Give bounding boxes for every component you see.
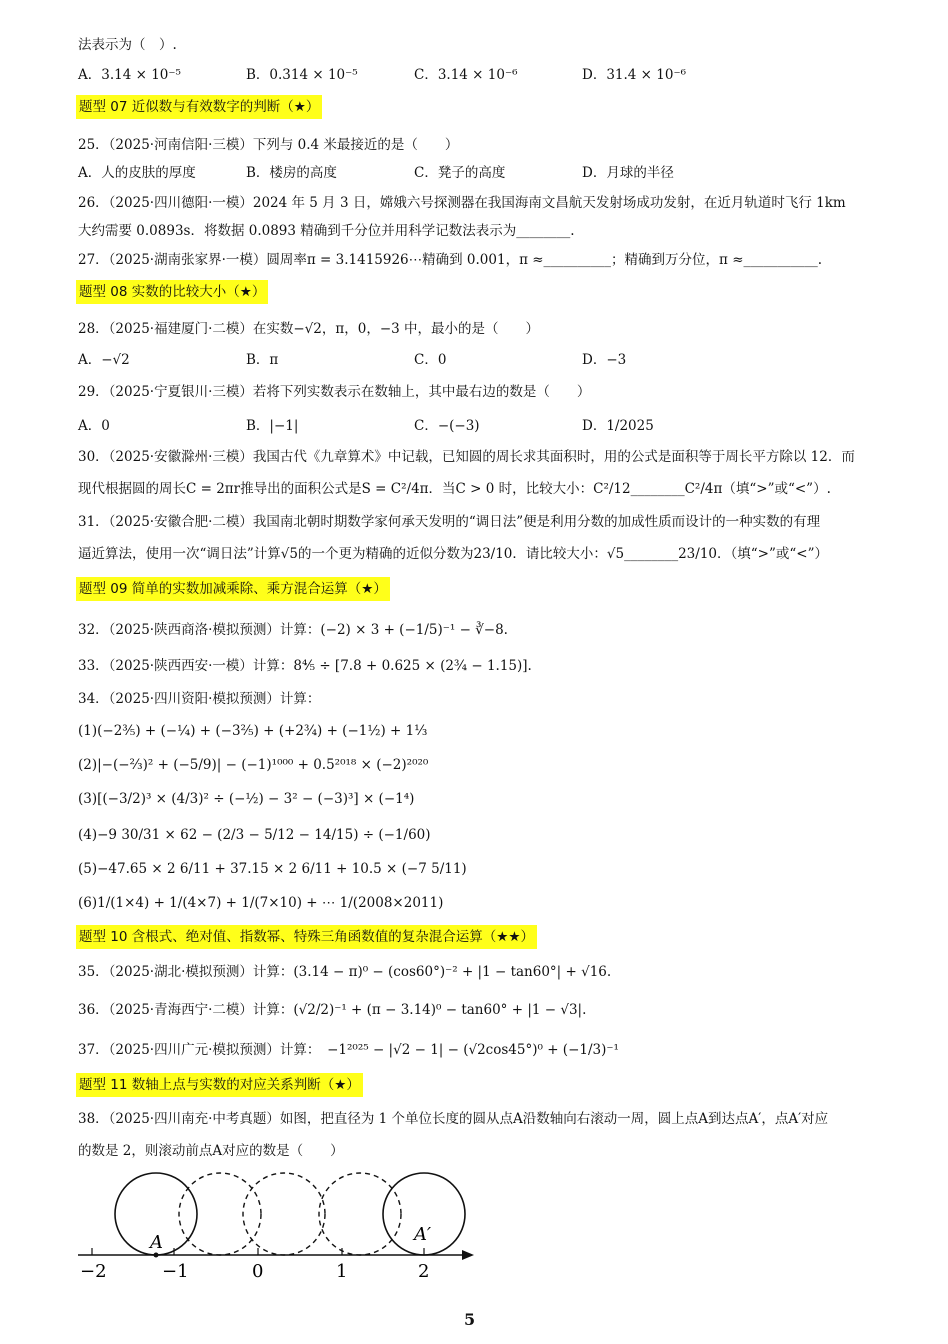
q29-stem: 29．（2025·宁夏银川·三模）若将下列实数表示在数轴上，其中最右边的数是（ ） xyxy=(78,384,591,400)
q38-stem-line1: 38．（2025·四川南充·中考真题）如图，把直径为 1 个单位长度的圆从点A沿数轴向右滚动一周，圆上点A到达点A′，点A′对应 xyxy=(78,1111,829,1127)
q29-option-a: A．0 xyxy=(78,418,110,434)
q24-option-d: D．31.4 × 10⁻⁶ xyxy=(582,67,686,83)
q34-part-2: (2)|−(−⅔)² + (−5/9)| − (−1)¹⁰⁰⁰ + 0.5²⁰¹⁸ × (−2)²⁰²⁰ xyxy=(78,757,429,773)
q26-stem-line1: 26．（2025·四川德阳·一模）2024 年 5 月 3 日，嫦娥六号探测器在我国海南文昌航天发射场成功发射，在近月轨道时飞行 1km xyxy=(78,195,846,211)
q37-stem: 37．（2025·四川广元·模拟预测）计算： −1²⁰²⁵ − |√2 − 1| − (√2cos45°)⁰ + (−1/3)⁻¹ xyxy=(78,1042,619,1058)
q34-part-1: (1)(−2⅗) + (−¼) + (−3⅖) + (+2¾) + (−1½) + 1⅓ xyxy=(78,723,428,739)
q34-part-3: (3)[(−3/2)³ × (4/3)² ÷ (−½) − 3² − (−3)³] × (−1⁴) xyxy=(78,791,415,807)
q26-stem-line2: 大约需要 0.0893s．将数据 0.0893 精确到千分位并用科学记数法表示为________. xyxy=(78,223,575,239)
page-number: 5 xyxy=(464,1310,476,1329)
line-prev-question-end: 法表示为（ ）. xyxy=(78,37,177,53)
tick-label-neg2: −2 xyxy=(80,1261,107,1282)
q34-stem: 34．（2025·四川资阳·模拟预测）计算： xyxy=(78,691,321,707)
axis-arrow-icon xyxy=(462,1250,474,1260)
section-header-07: 题型 07 近似数与有效数字的判断（★） xyxy=(76,95,322,119)
q28-stem: 28．（2025·福建厦门·二模）在实数−√2，π，0，−3 中，最小的是（ ） xyxy=(78,321,540,337)
q33-stem: 33．（2025·陕西西安·一模）计算：8⅘ ÷ [7.8 + 0.625 × (2¾ − 1.15)]. xyxy=(78,658,532,674)
q24-option-c: C．3.14 × 10⁻⁶ xyxy=(414,67,518,83)
circle-dashed-2 xyxy=(243,1173,325,1255)
q30-stem-line2: 现代根据圆的周长C = 2πr推导出的面积公式是S = C²/4π．当C > 0 时，比较大小：C²/12________C²/4π（填“>”或“<”）. xyxy=(78,481,831,497)
tick-label-0: 0 xyxy=(252,1261,264,1282)
q31-stem-line1: 31．（2025·安徽合肥·二模）我国南北朝时期数学家何承天发明的“调日法”便是利用分数的加成性质而设计的一种实数的有理 xyxy=(78,514,821,530)
q24-option-a: A．3.14 × 10⁻⁵ xyxy=(78,67,181,83)
circle-dashed-3 xyxy=(319,1173,401,1255)
section-header-08: 题型 08 实数的比较大小（★） xyxy=(76,280,268,304)
q34-part-4: (4)−9 30/31 × 62 − (2/3 − 5/12 − 14/15) ÷ (−1/60) xyxy=(78,827,431,843)
section-header-09: 题型 09 简单的实数加减乘除、乘方混合运算（★） xyxy=(76,577,390,601)
tick-label-2: 2 xyxy=(418,1261,430,1282)
q29-option-c: C．−(−3) xyxy=(414,418,480,434)
q32-stem: 32．（2025·陕西商洛·模拟预测）计算：(−2) × 3 + (−1/5)⁻¹ − ∛−8. xyxy=(78,622,508,638)
tick-label-1: 1 xyxy=(336,1261,348,1282)
q28-option-b: B．π xyxy=(246,352,279,368)
q28-option-a: A．−√2 xyxy=(78,352,130,368)
rolling-circle-number-line-figure xyxy=(70,1162,490,1282)
q34-part-6: (6)1/(1×4) + 1/(4×7) + 1/(7×10) + ⋯ 1/(2008×2011) xyxy=(78,895,444,911)
q25-option-b: B．楼房的高度 xyxy=(246,165,337,181)
section-header-10: 题型 10 含根式、绝对值、指数幂、特殊三角函数值的复杂混合运算（★★） xyxy=(76,925,537,949)
point-a-dot xyxy=(154,1253,159,1258)
point-a-prime-label: A′ xyxy=(414,1224,432,1245)
q27-stem: 27．（2025·湖南张家界·一模）圆周率π = 3.1415926⋯精确到 0.001，π ≈__________；精确到万分位，π ≈___________. xyxy=(78,252,823,268)
q35-stem: 35．（2025·湖北·模拟预测）计算：(3.14 − π)⁰ − (cos60°)⁻² + |1 − tan60°| + √16. xyxy=(78,964,612,980)
q25-option-d: D．月球的半径 xyxy=(582,165,674,181)
q28-option-d: D．−3 xyxy=(582,352,627,368)
section-header-11: 题型 11 数轴上点与实数的对应关系判断（★） xyxy=(76,1073,363,1097)
q38-stem-line2: 的数是 2，则滚动前点A对应的数是（ ） xyxy=(78,1143,344,1159)
q25-stem: 25．（2025·河南信阳·三模）下列与 0.4 米最接近的是（ ） xyxy=(78,137,459,153)
tick-label-neg1: −1 xyxy=(162,1261,189,1282)
q25-option-c: C．凳子的高度 xyxy=(414,165,506,181)
circle-dashed-1 xyxy=(179,1173,261,1255)
point-a-label: A xyxy=(150,1232,163,1253)
q36-stem: 36．（2025·青海西宁·二模）计算：(√2/2)⁻¹ + (π − 3.14)⁰ − tan60° + |1 − √3|. xyxy=(78,1002,587,1018)
q29-option-b: B．|−1| xyxy=(246,418,299,434)
q25-option-a: A．人的皮肤的厚度 xyxy=(78,165,196,181)
q24-option-b: B．0.314 × 10⁻⁵ xyxy=(246,67,358,83)
q34-part-5: (5)−47.65 × 2 6/11 + 37.15 × 2 6/11 + 10.5 × (−7 5/11) xyxy=(78,861,467,877)
q31-stem-line2: 逼近算法，使用一次“调日法”计算√5的一个更为精确的近似分数为23/10．请比较大小：√5________23/10．（填“>”或“<”） xyxy=(78,546,828,562)
q28-option-c: C．0 xyxy=(414,352,447,368)
q30-stem-line1: 30．（2025·安徽滁州·三模）我国古代《九章算术》中记载，已知圆的周长求其面积时，用的公式是面积等于周长平方除以 12．而 xyxy=(78,449,855,465)
q29-option-d: D．1/2025 xyxy=(582,418,654,434)
